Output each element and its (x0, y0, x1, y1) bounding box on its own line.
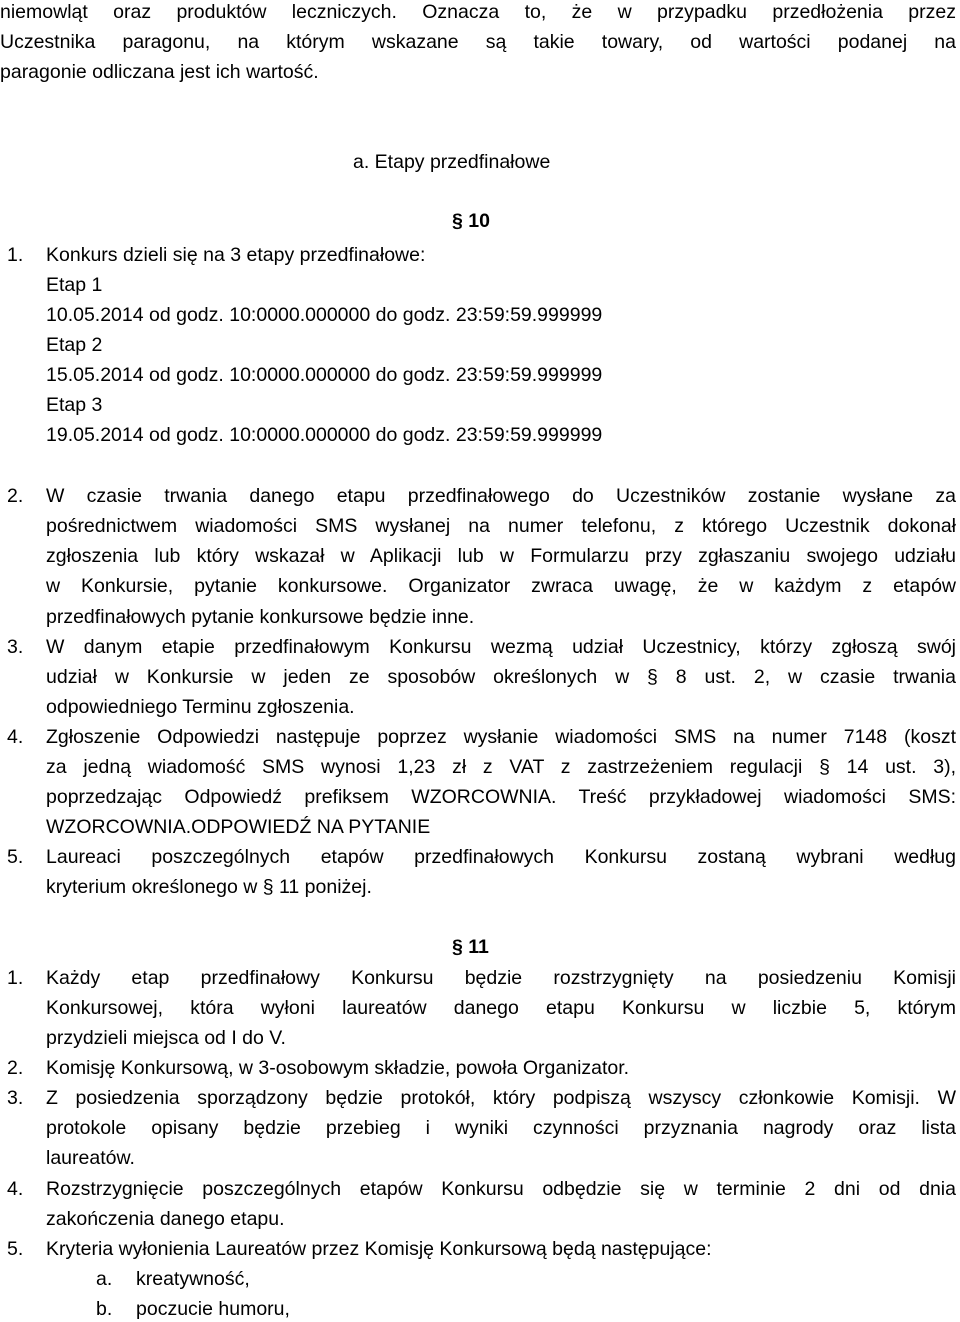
p10-item-5-line-2: kryterium określonego w § 11 poniżej. (46, 876, 372, 898)
intro-line-2: Uczestnika paragonu, na którym wskazane są takie towary, od wartości podanej na (0, 31, 956, 53)
p10-item-5-number: 5. (7, 846, 24, 868)
p11-item-5-number: 5. (7, 1238, 24, 1260)
p10-item-2-line-4: w Konkursie, pytanie konkursowe. Organizator zwraca uwagę, że w każdym z etapów (46, 575, 956, 597)
p11-item-2-text: Komisję Konkursową, w 3-osobowym składzie, powoła Organizator. (46, 1057, 630, 1079)
p10-item-3-line-2: udział w Konkursie w jeden ze sposobów określonych w § 8 ust. 2, w czasie trwania (46, 666, 956, 688)
p10-item-4-line-1: Zgłoszenie Odpowiedzi następuje poprzez wysłanie wiadomości SMS na numer 7148 (koszt (46, 726, 956, 748)
p10-item-1-text: Konkurs dzieli się na 3 etapy przedfinałowe: (46, 244, 426, 266)
p10-item-2-line-2: pośrednictwem wiadomości SMS wysłanej na numer telefonu, z którego Uczestnik dokonał (46, 515, 956, 537)
p11-sub-a-text: kreatywność, (136, 1268, 250, 1290)
section-heading: a. Etapy przedfinałowe (353, 151, 551, 173)
p10-item-4-line-2: za jedną wiadomość SMS wynosi 1,23 zł z VAT z zastrzeżeniem regulacji § 14 ust. 3), (46, 756, 956, 778)
p10-item-2-line-5: przedfinałowych pytanie konkursowe będzie inne. (46, 606, 475, 628)
p10-item-3-number: 3. (7, 636, 24, 658)
p11-item-5-text: Kryteria wyłonienia Laureatów przez Komisję Konkursową będą następujące: (46, 1238, 712, 1260)
p10-item-4-line-3: poprzedzając Odpowiedź prefiksem WZORCOWNIA. Treść przykładowej wiadomości SMS: (46, 786, 956, 808)
p11-item-1-line-2: Konkursowej, która wyłoni laureatów danego etapu Konkursu w liczbie 5, którym (46, 997, 956, 1019)
p10-item-3-line-3: odpowiedniego Terminu zgłoszenia. (46, 696, 355, 718)
intro-line-1: niemowląt oraz produktów leczniczych. Oznacza to, że w przypadku przedłożenia przez (0, 1, 956, 23)
p10-item-3-line-1: W danym etapie przedfinałowym Konkursu wezmą udział Uczestnicy, którzy zgłoszą swój (46, 636, 956, 658)
etap-3-label: Etap 3 (46, 394, 103, 416)
p10-item-2-number: 2. (7, 485, 24, 507)
paragraph-10-heading: § 10 (452, 210, 490, 232)
etap-3-dates: 19.05.2014 od godz. 10:0000.000000 do godz. 23:59:59.999999 (46, 424, 603, 446)
p11-item-1-line-1: Każdy etap przedfinałowy Konkursu będzie rozstrzygnięty na posiedzeniu Komisji (46, 967, 956, 989)
p11-item-2-number: 2. (7, 1057, 24, 1079)
etap-2-label: Etap 2 (46, 334, 103, 356)
p11-item-4-number: 4. (7, 1178, 24, 1200)
p10-item-2-line-1: W czasie trwania danego etapu przedfinałowego do Uczestników zostanie wysłane za (46, 485, 956, 507)
p11-item-4-line-1: Rozstrzygnięcie poszczególnych etapów Konkursu odbędzie się w terminie 2 dni od dnia (46, 1178, 956, 1200)
etap-2-dates: 15.05.2014 od godz. 10:0000.000000 do godz. 23:59:59.999999 (46, 364, 603, 386)
p11-sub-b-text: poczucie humoru, (136, 1298, 290, 1320)
p11-item-1-line-3: przydzieli miejsca od I do V. (46, 1027, 286, 1049)
p10-item-1-number: 1. (7, 244, 24, 266)
paragraph-11-heading: § 11 (452, 936, 489, 958)
p11-item-3-line-1: Z posiedzenia sporządzony będzie protokół, który podpiszą wszyscy członkowie Komisji. W (46, 1087, 956, 1109)
intro-line-3: paragonie odliczana jest ich wartość. (0, 61, 319, 83)
p10-item-4-number: 4. (7, 726, 24, 748)
p11-sub-a-letter: a. (96, 1268, 113, 1290)
p11-sub-b-letter: b. (96, 1298, 113, 1320)
p10-item-2-line-3: zgłoszenia lub który wskazał w Aplikacji lub w Formularzu przy zgłaszaniu swojego udziału (46, 545, 956, 567)
etap-1-label: Etap 1 (46, 274, 103, 296)
p11-item-4-line-2: zakończenia danego etapu. (46, 1208, 285, 1230)
p11-item-3-line-2: protokole opisany będzie przebieg i wyniki czynności przyznania nagrody oraz lista (46, 1117, 956, 1139)
p10-item-4-line-4: WZORCOWNIA.ODPOWIEDŹ NA PYTANIE (46, 816, 431, 838)
etap-1-dates: 10.05.2014 od godz. 10:0000.000000 do godz. 23:59:59.999999 (46, 304, 603, 326)
p10-item-5-line-1: Laureaci poszczególnych etapów przedfinałowych Konkursu zostaną wybrani według (46, 846, 956, 868)
p11-item-3-number: 3. (7, 1087, 24, 1109)
p11-item-3-line-3: laureatów. (46, 1147, 135, 1169)
p11-item-1-number: 1. (7, 967, 24, 989)
